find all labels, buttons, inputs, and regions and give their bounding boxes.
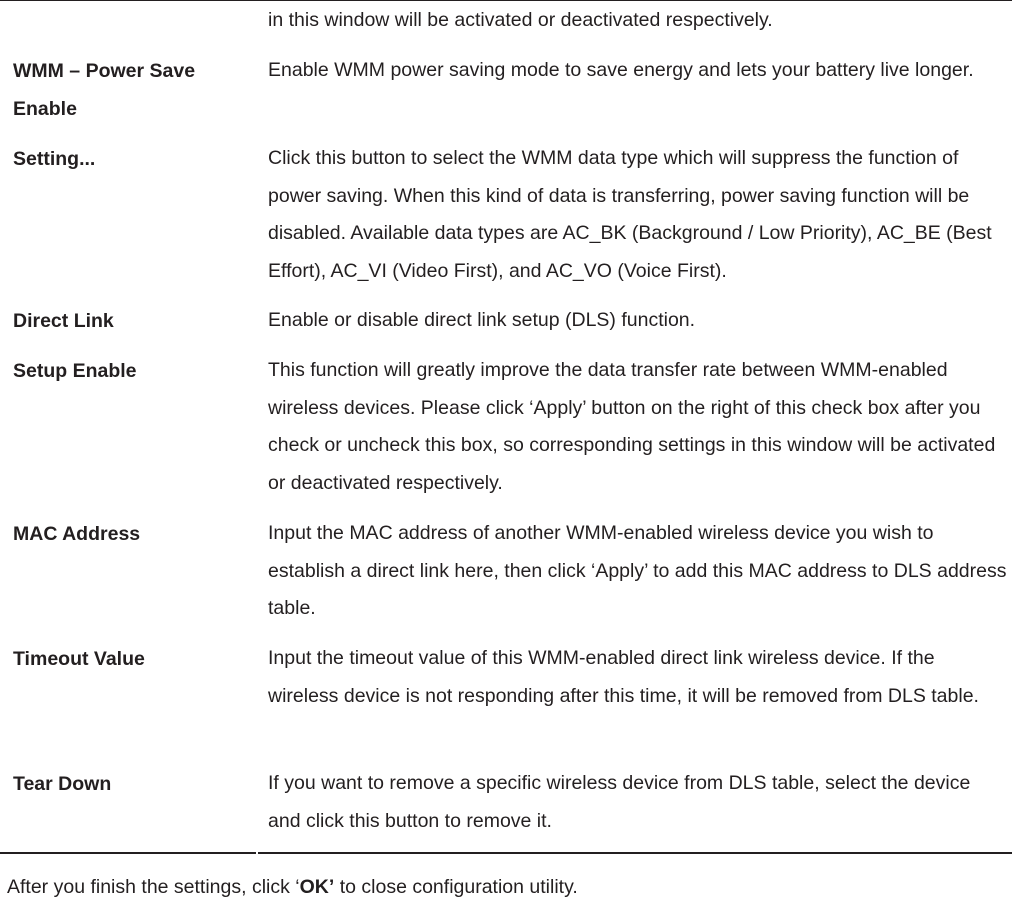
table-top-rule [0,0,1012,1]
row-term-line-1: WMM – Power Save [13,60,196,82]
row-term: Tear Down [13,773,112,795]
row-description: Click this button to select the WMM data type which will suppress the function of power saving. When this kind of data is transferring, power saving function will be disabled. Available data types are AC_BK (Background / Low Priority), AC_BE (Best Effort), AC_VI (Video First), and AC_VO (Voice First). [268,147,992,282]
row-description: Input the MAC address of another WMM-enabled wireless device you wish to establish a direct link here, then click ‘Apply’ to add this MAC address to DLS address table. [268,522,1007,619]
footer-text-before: After you finish the settings, click ‘ [7,876,300,898]
footer-text-after: to close configuration utility. [334,876,578,898]
row-term: Setting... [13,148,96,170]
table-bottom-rule-right [258,852,1012,854]
row-description: Input the timeout value of this WMM-enabled direct link wireless device. If the wireless device is not responding after this time, it will be removed from DLS table. [268,647,979,707]
row-description: in this window will be activated or deactivated respectively. [268,9,773,31]
row-term: Direct Link [13,310,114,332]
row-description: This function will greatly improve the data transfer rate between WMM-enabled wireless devices. Please click ‘Apply’ button on the right of this check box after you check or uncheck this box, so corresponding settings in this window will be activated or deactivated respectively. [268,359,996,494]
row-term: Setup Enable [13,360,137,382]
footer-instruction [7,868,578,906]
row-description: Enable WMM power saving mode to save energy and lets your battery live longer. [268,59,974,81]
row-description: Enable or disable direct link setup (DLS) function. [268,309,696,331]
row-term-line-2: Enable [13,98,77,120]
row-term: Timeout Value [13,648,145,670]
row-term: MAC Address [13,523,141,545]
row-description: If you want to remove a specific wireless device from DLS table, select the device and click this button to remove it. [268,772,971,832]
row-term [13,52,253,128]
footer-ok-keyword: OK’ [299,876,335,898]
table-bottom-rule-left [0,852,256,854]
